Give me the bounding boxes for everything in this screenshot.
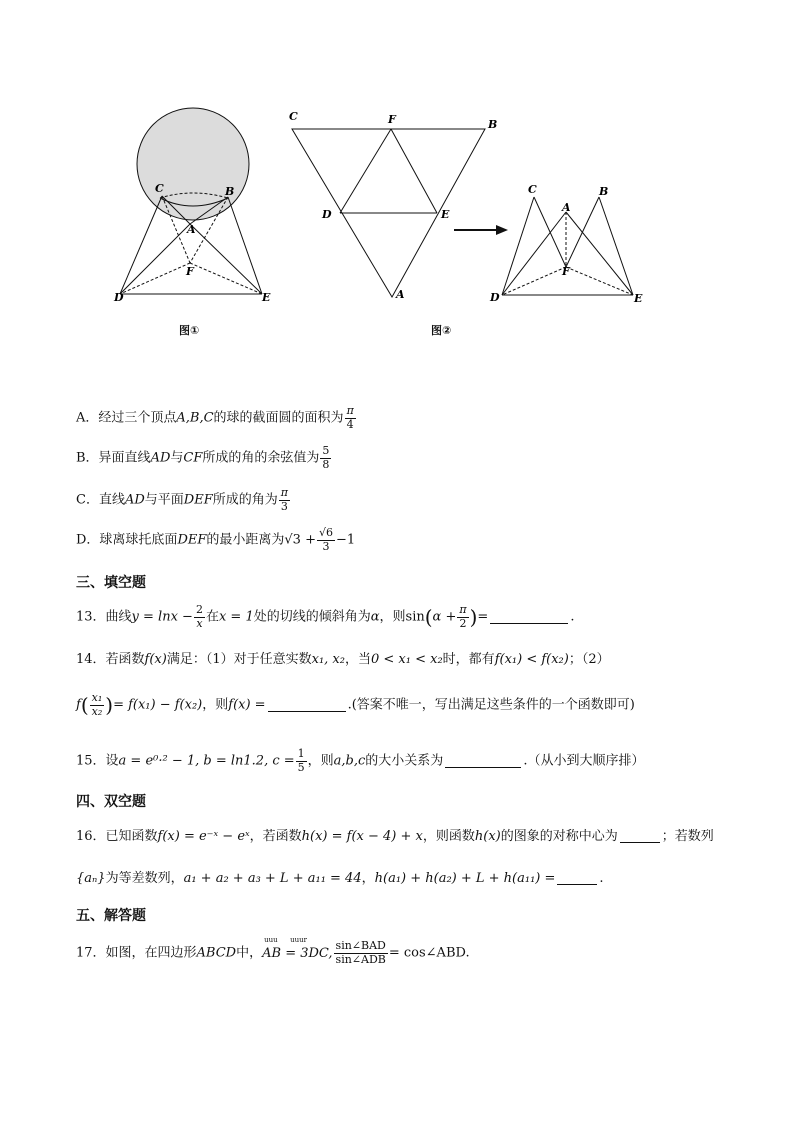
option-B-text: 所成的角的余弦值为: [202, 450, 320, 466]
fig2-label-C: C: [289, 110, 298, 123]
fig3-label-A: A: [562, 201, 571, 214]
fig1-label-B: B: [225, 185, 235, 198]
section-heading-solution: 五、解答题: [76, 908, 146, 924]
section-heading-fill-in: 三、填空题: [76, 575, 146, 591]
q13-eq: =: [477, 609, 489, 625]
fig1-label-C: C: [155, 182, 164, 195]
question-16-line-2: [76, 867, 604, 886]
q15-c: 的大小关系为: [365, 753, 444, 769]
option-B-mid: 与: [170, 450, 184, 466]
q14-vars: x₁, x₂: [311, 652, 345, 667]
q17-vec-mark-1: uuu: [264, 935, 278, 944]
q14-a: 14．若函数: [76, 652, 145, 667]
q16-comma: ，: [361, 871, 375, 886]
q14-answer-blank[interactable]: [268, 699, 346, 712]
fig2-label-E: E: [441, 208, 450, 221]
q15-d: .（从小到大顺序排）: [523, 753, 645, 769]
q17-end: .: [465, 945, 470, 961]
option-C-v1: AD: [124, 492, 145, 508]
q13-t2: 处的切线的倾斜角为: [253, 609, 371, 625]
q16-d: 的图象的对称中心为: [500, 829, 618, 844]
figure-1-caption: 图①: [179, 324, 200, 337]
fig2-label-B: B: [488, 118, 498, 131]
fig3-label-F: F: [562, 265, 570, 278]
q13-t3: ，则: [379, 609, 406, 625]
q14-b: 满足：（1）对于任意实数: [166, 652, 312, 667]
question-14-line-1: [76, 648, 610, 667]
q14-f: f(x): [144, 652, 167, 667]
q14-e: ；（2）: [568, 652, 610, 667]
q13-paren-close: ): [469, 605, 478, 630]
question-13: [76, 604, 574, 630]
q16-b: ，若函数: [249, 829, 302, 844]
q15-vars: a,b,c: [333, 753, 366, 769]
q17-b: 中，: [236, 945, 263, 961]
q17-eq1: AB = 3DC,: [262, 945, 333, 961]
q13-num: 13．曲线: [76, 609, 132, 625]
q13-fraction-2: $\frac{\pi}{2}$: [459, 603, 467, 630]
option-C-mid: 与平面: [144, 492, 184, 508]
figure-2-caption: 图②: [431, 324, 452, 337]
q17-a: 17．如图，在四边形: [76, 945, 197, 961]
question-17: [76, 935, 470, 966]
fig2-label-A: A: [396, 288, 405, 301]
q14-cond: 0 < x₁ < x₂: [371, 652, 443, 667]
q13-answer-blank[interactable]: [490, 611, 568, 624]
q15-expr: a = e⁰·² − 1, b = ln1.2, c =: [118, 753, 295, 769]
q16-hsum: h(a₁) + h(a₂) + L + h(a₁₁) =: [374, 871, 556, 886]
fig1-label-F: F: [186, 265, 194, 278]
q13-paren-open: (: [424, 605, 433, 630]
q16-end: .: [599, 871, 604, 886]
fig2-label-D: D: [322, 208, 332, 221]
q16-sum: a₁ + a₂ + a₃ + L + a₁₁ = 44: [183, 871, 362, 886]
q14-paren-close: ): [105, 693, 114, 718]
q17-abcd: ABCD: [196, 945, 237, 961]
q16-a: 16．已知函数: [76, 829, 158, 844]
q13-sin: sin: [405, 609, 425, 625]
q13-t1: 在: [205, 609, 219, 625]
option-D-v1: DEF: [177, 532, 207, 548]
q14-c: ，当: [344, 652, 371, 667]
q16-an: {aₙ}: [76, 871, 106, 886]
question-14-line-2: [76, 692, 635, 718]
figure-3-folded-shape: [488, 180, 653, 310]
q14-rhs: = f(x₁) − f(x₂): [113, 697, 203, 713]
q13-x1: x = 1: [218, 609, 254, 625]
fig1-label-E: E: [262, 291, 271, 304]
q16-answer-blank-1[interactable]: [620, 830, 660, 843]
q15-b: ，则: [307, 753, 334, 769]
option-A-text: 的球的截面圆的面积为: [213, 410, 344, 426]
q17-fraction: $\frac{\text{sin∠BAD}}{\text{sin∠ADB}}$: [335, 939, 386, 966]
q15-answer-blank[interactable]: [445, 755, 521, 768]
option-B-fraction: $\frac{5}{8}$: [322, 444, 330, 471]
option-D-prefix: D．球离球托底面: [76, 532, 178, 548]
q17-vec-mark-2: uuur: [290, 935, 307, 944]
option-A-vars: A,B,C: [176, 410, 214, 426]
q13-fraction: $\frac{2}{x}$: [195, 603, 203, 630]
option-D: [76, 527, 355, 553]
question-15: [76, 748, 644, 774]
option-C-v2: DEF: [183, 492, 213, 508]
fig1-label-A: A: [187, 223, 196, 236]
q14-d: 时，都有: [442, 652, 495, 667]
figure-1-sphere-on-stand: [100, 100, 290, 315]
q15-fraction: $\frac{1}{5}$: [297, 747, 305, 774]
q14-ineq: f(x₁) < f(x₂): [494, 652, 569, 667]
option-A-prefix: A．经过三个顶点: [76, 410, 177, 426]
option-B-v1: AD: [150, 450, 171, 466]
option-C-text: 所成的角为: [212, 492, 278, 508]
fig2-label-F: F: [388, 113, 396, 126]
q14-paren-open: (: [80, 693, 89, 718]
option-D-text: 的最小距离为: [206, 532, 285, 548]
option-C-fraction: $\frac{\pi}{3}$: [280, 486, 288, 513]
q13-alpha: α: [370, 609, 380, 625]
option-C-prefix: C．直线: [76, 492, 125, 508]
fig3-label-C: C: [528, 183, 537, 196]
fig3-label-B: B: [599, 185, 609, 198]
fig1-label-D: D: [114, 291, 124, 304]
option-D-expr2: −1: [336, 532, 356, 548]
q16-hx: h(x): [474, 829, 501, 844]
q13-curve: y = lnx −: [131, 609, 193, 625]
sphere: [137, 108, 249, 220]
q13-end: .: [570, 609, 575, 625]
question-16-line-1: [76, 825, 714, 844]
fig3-label-D: D: [490, 291, 500, 304]
q16-e: ；若数列: [661, 829, 714, 844]
q16-answer-blank-2[interactable]: [557, 872, 597, 885]
option-A-fraction: $\frac{\pi}{4}$: [346, 404, 354, 431]
figure-2-unfolded-triangle: [282, 105, 507, 305]
option-D-fraction: $\frac{√6}{3}$: [318, 526, 333, 553]
q14-then: ，则: [202, 697, 229, 713]
option-B: [76, 445, 332, 471]
q16-arith: 为等差数列，: [105, 871, 184, 886]
q17-eq2: = cos∠ABD: [388, 945, 466, 961]
q14-note: .(答案不唯一，写出满足这些条件的一个函数即可): [347, 697, 635, 713]
option-A: [76, 405, 357, 431]
q13-inner: α +: [432, 609, 457, 625]
q14-fx: f(x) =: [228, 697, 266, 713]
option-B-v2: CF: [183, 450, 203, 466]
q14-f2: f: [76, 697, 81, 713]
q16-h: h(x) = f(x − 4) + x: [301, 829, 423, 844]
fig3-label-E: E: [634, 292, 643, 305]
q14-fraction: $\frac{\text{x₁}}{\text{x₂}}$: [91, 691, 103, 718]
option-C: [76, 487, 291, 513]
option-B-prefix: B．异面直线: [76, 450, 151, 466]
q16-c: ，则函数: [422, 829, 475, 844]
q16-f: f(x) = e⁻ˣ − eˣ: [157, 829, 250, 844]
q17-vector-eq: [262, 935, 333, 961]
q15-a: 15．设: [76, 753, 119, 769]
section-heading-double-blank: 四、双空题: [76, 794, 146, 810]
option-D-expr1: √3 +: [284, 532, 316, 548]
